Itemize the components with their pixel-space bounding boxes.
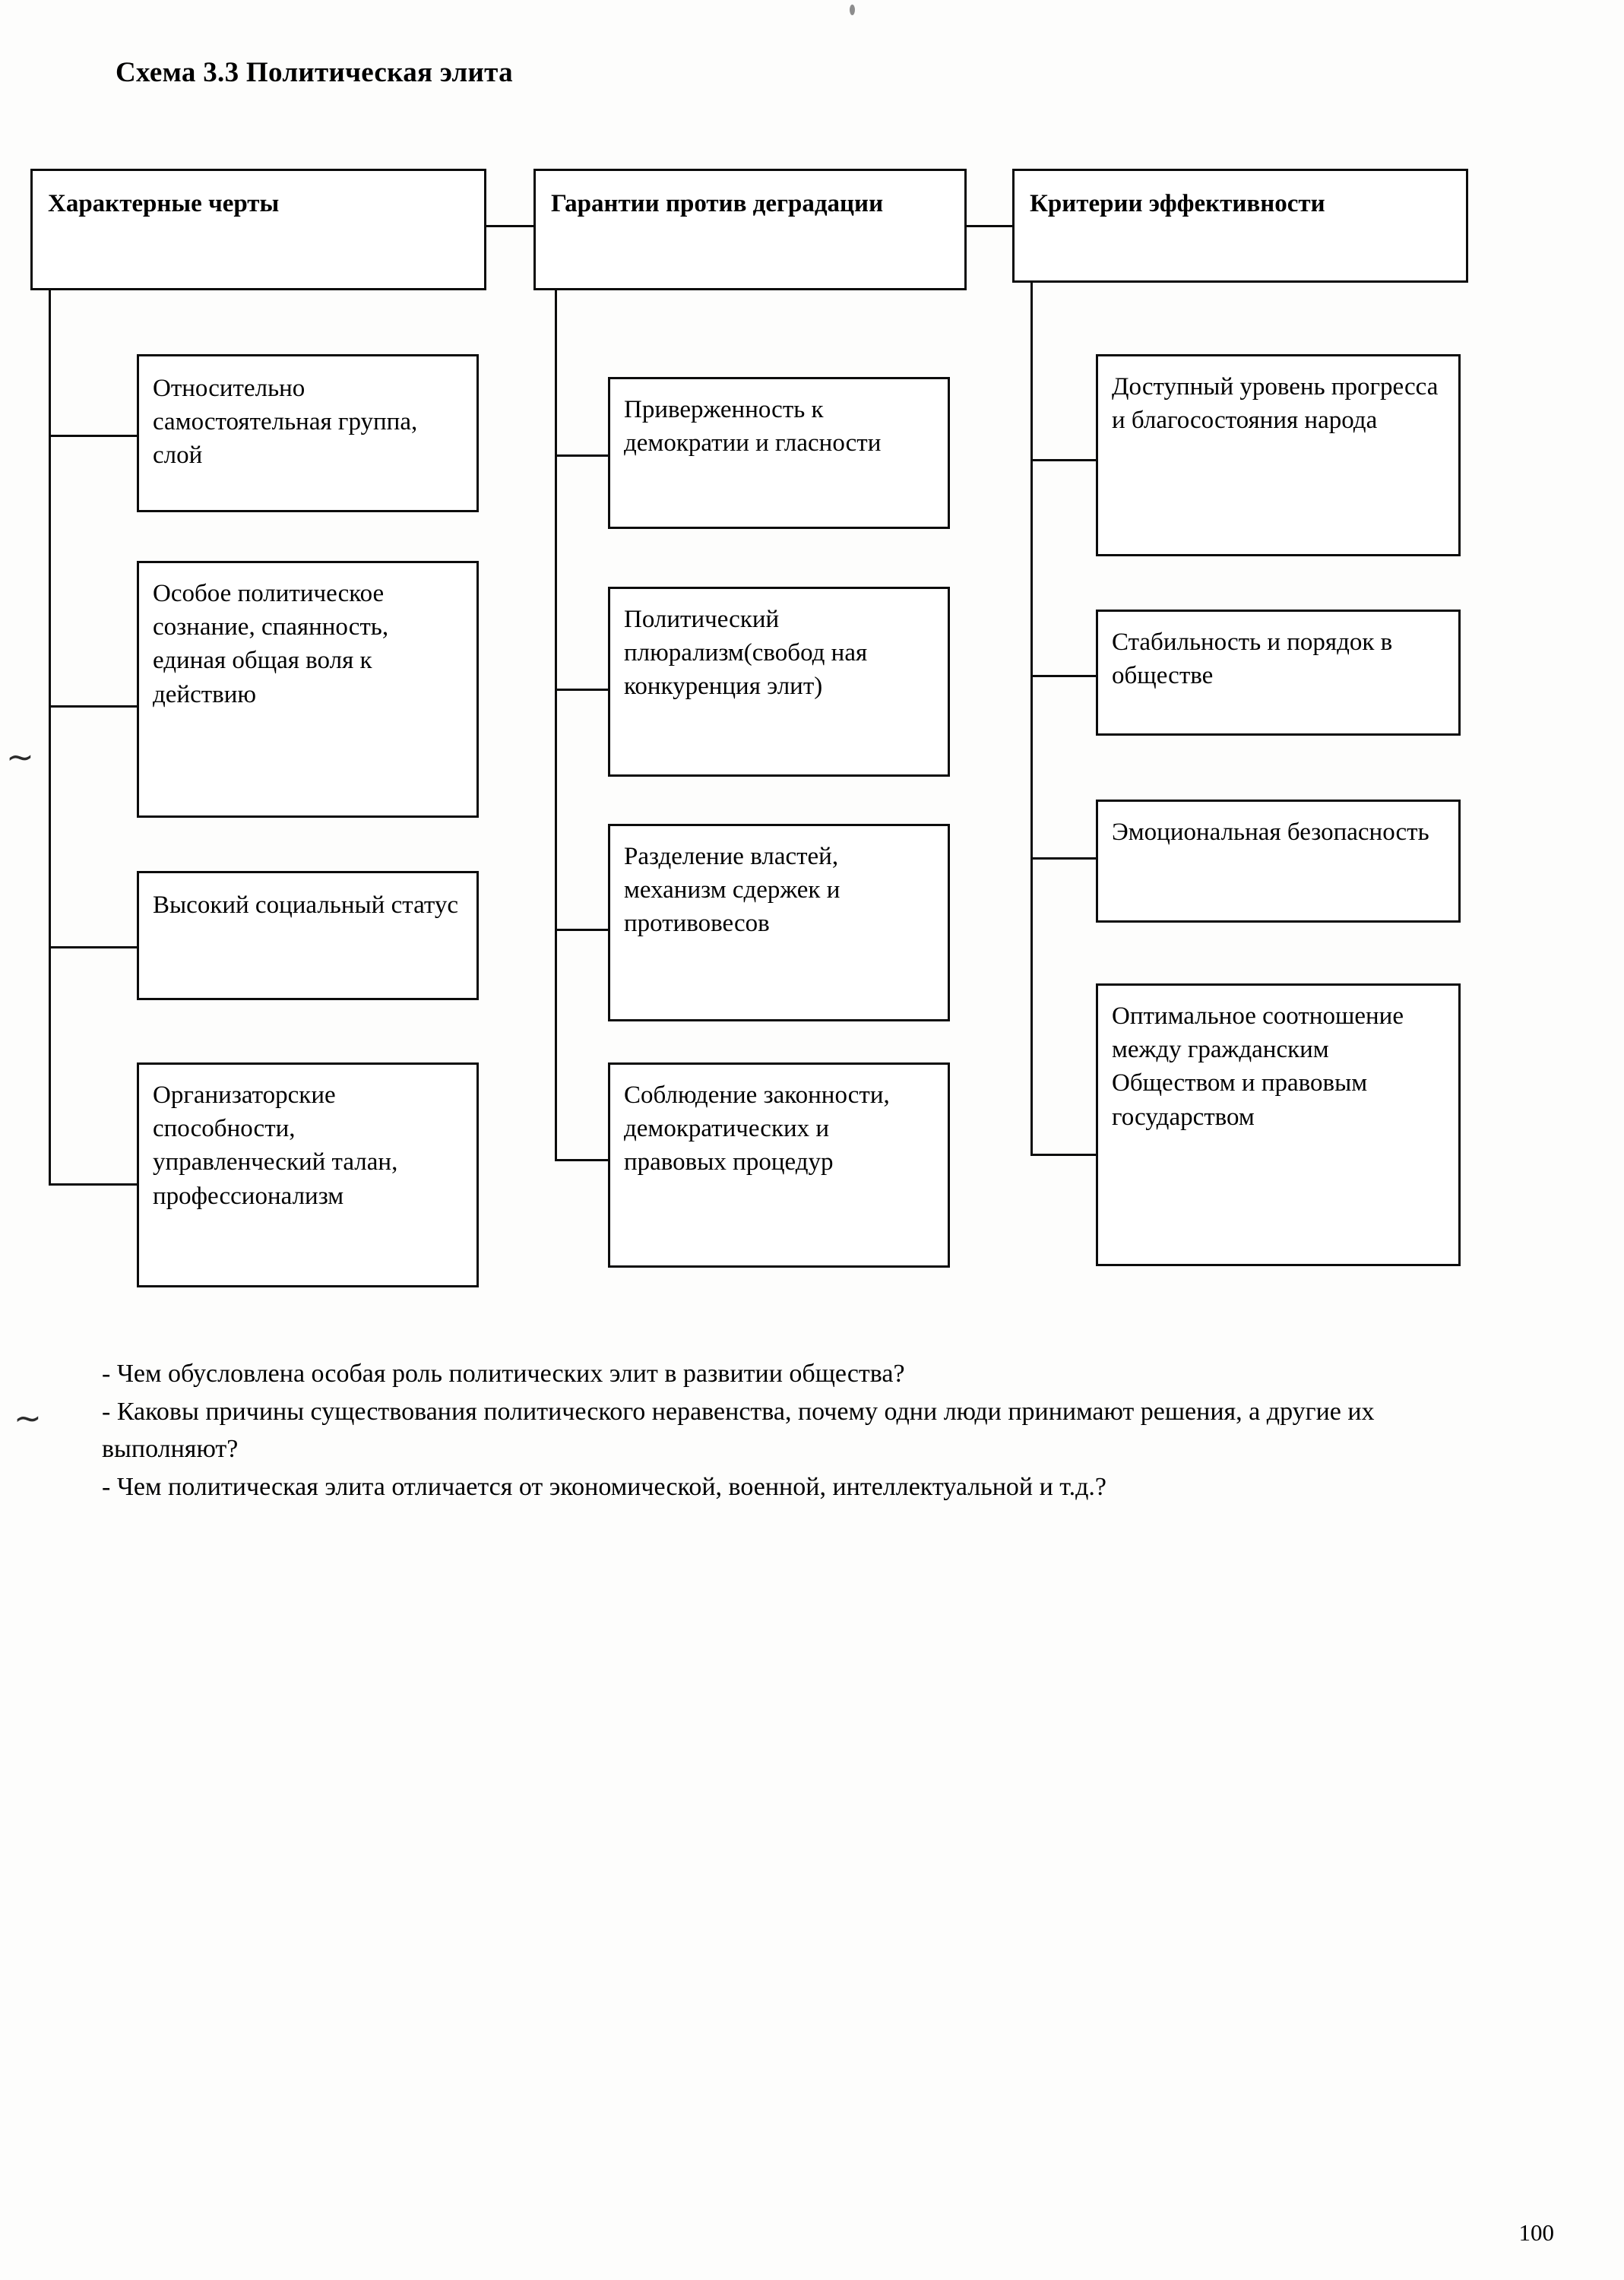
- item-box-col3-1[interactable]: [1096, 354, 1461, 556]
- branch-line-col2-item2: [555, 689, 609, 691]
- branch-line-col2-item1: [555, 454, 609, 457]
- item-label-col3-4: Оптимальное соотношение между гражданским Обществом и правовым государством: [1112, 1002, 1404, 1131]
- header-label-characteristics: Характерные черты: [48, 190, 280, 217]
- item-label-col3-1: Доступный уровень прогресса и благосостояния народа: [1112, 373, 1439, 435]
- question-item-3: - Чем политическая элита отличается от экономической, военной, интеллектуальной и т.д.?: [102, 1472, 1106, 1501]
- trunk-line-column3: [1030, 281, 1033, 1155]
- page-title: Схема 3.3 Политическая элита: [116, 57, 513, 88]
- header-box-criteria[interactable]: [1012, 169, 1468, 283]
- item-label-col1-2: Особое политическое сознание, спаянность, единая общая воля к действию: [153, 580, 389, 708]
- item-label-col2-3: Разделение властей, механизм сдержек и противовесов: [624, 843, 840, 938]
- questions-list: [102, 1356, 1515, 1507]
- item-box-col2-3[interactable]: [608, 824, 950, 1021]
- branch-line-col1-item3: [49, 946, 137, 948]
- branch-line-col2-item3: [555, 929, 609, 931]
- item-box-col1-2[interactable]: [137, 561, 479, 818]
- item-label-col2-4: Соблюдение законности, демократических и правовых процедур: [624, 1081, 890, 1176]
- branch-line-col1-item2: [49, 705, 137, 708]
- trunk-line-column1: [49, 289, 51, 1186]
- item-box-col1-1[interactable]: [137, 354, 479, 512]
- header-label-criteria: Критерии эффективности: [1030, 190, 1325, 217]
- item-box-col2-4[interactable]: [608, 1062, 950, 1268]
- connector-header2-header3: [964, 225, 1015, 227]
- item-label-col1-4: Организаторские способности, управленческий талан, профессионализм: [153, 1081, 398, 1210]
- branch-line-col3-item3: [1030, 857, 1097, 860]
- branch-line-col2-item4: [555, 1159, 609, 1161]
- branch-line-col1-item4: [49, 1183, 137, 1186]
- item-box-col3-2[interactable]: [1096, 610, 1461, 736]
- branch-line-col3-item4: [1030, 1154, 1097, 1156]
- scan-curl-mark-left-lower: ∼: [14, 1400, 42, 1437]
- item-box-col1-4[interactable]: [137, 1062, 479, 1287]
- branch-line-col3-item1: [1030, 459, 1097, 461]
- scan-speck: [850, 5, 855, 15]
- branch-line-col1-item1: [49, 435, 137, 437]
- item-box-col2-2[interactable]: [608, 587, 950, 777]
- item-box-col2-1[interactable]: [608, 377, 950, 529]
- trunk-line-column2: [555, 289, 557, 1161]
- item-label-col1-3: Высокий социальный статус: [153, 891, 458, 919]
- item-box-col1-3[interactable]: [137, 871, 479, 1000]
- item-label-col2-1: Приверженность к демократии и гласности: [624, 396, 882, 458]
- item-label-col3-2: Стабильность и порядок в обществе: [1112, 629, 1393, 690]
- item-label-col2-2: Политический плюрализм(свобод ная конкуренция элит): [624, 606, 868, 701]
- item-label-col1-1: Относительно самостоятельная группа, слой: [153, 375, 418, 470]
- page-number: 100: [1518, 2219, 1554, 2246]
- header-box-characteristics[interactable]: [30, 169, 486, 290]
- question-item-2: - Каковы причины существования политического неравенства, почему одни люди принимают решения, а другие их выполняют?: [102, 1398, 1375, 1463]
- question-item-1: - Чем обусловлена особая роль политических элит в развитии общества?: [102, 1360, 905, 1388]
- item-box-col3-4[interactable]: [1096, 983, 1461, 1266]
- item-box-col3-3[interactable]: [1096, 800, 1461, 923]
- scan-curl-mark-left-upper: ∼: [6, 739, 34, 776]
- item-label-col3-3: Эмоциональная безопасность: [1112, 819, 1429, 846]
- header-label-guarantees: Гарантии против деградации: [551, 190, 884, 217]
- connector-header1-header2: [484, 225, 536, 227]
- header-box-guarantees[interactable]: [533, 169, 967, 290]
- branch-line-col3-item2: [1030, 675, 1097, 677]
